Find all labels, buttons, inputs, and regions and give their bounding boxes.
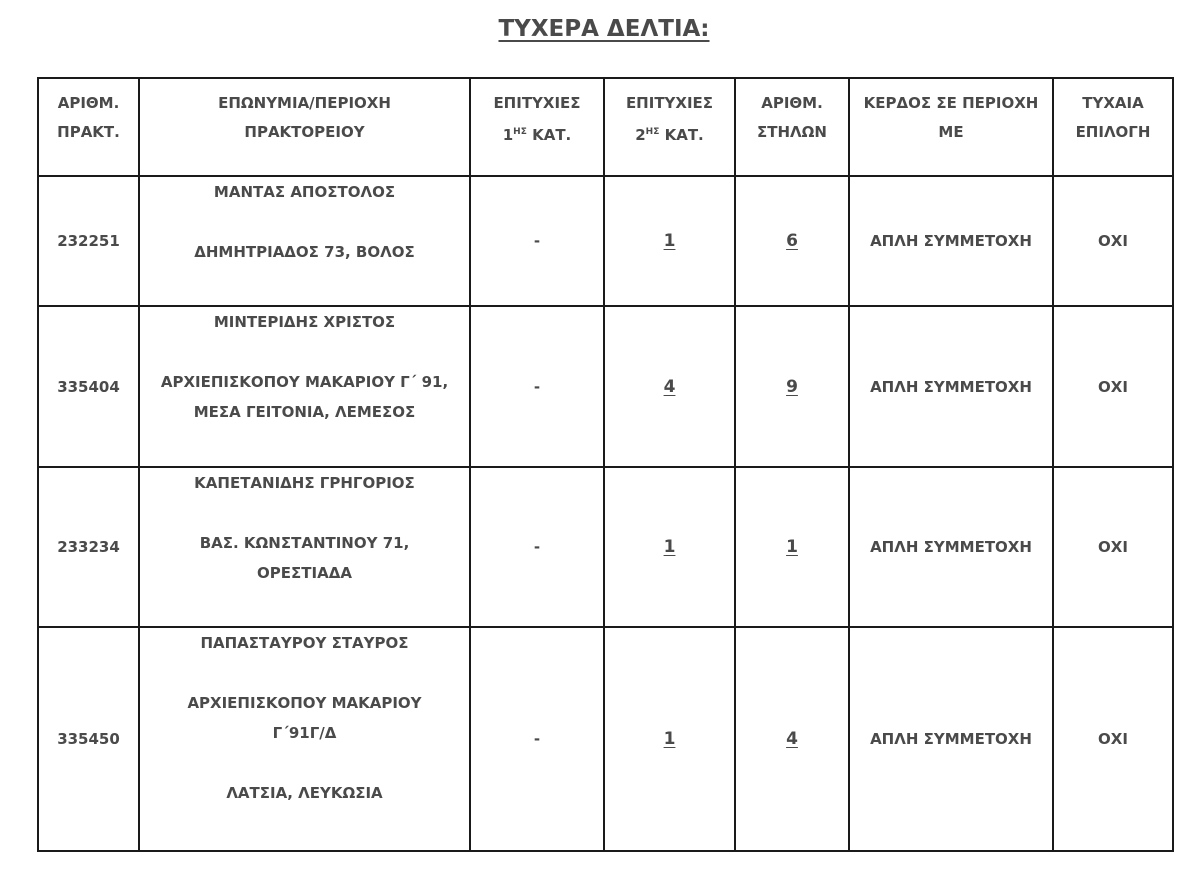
cat2-wins-link[interactable]: 1 bbox=[663, 537, 676, 557]
agency-cell bbox=[139, 306, 470, 467]
agent-code: 232251 bbox=[38, 176, 139, 306]
random-pick: ΟΧΙ bbox=[1053, 306, 1173, 467]
agent-code: 335404 bbox=[38, 306, 139, 467]
page-title: ΤΥΧΕΡΑ ΔΕΛΤΙΑ: bbox=[498, 16, 710, 42]
cat2-wins-link[interactable]: 4 bbox=[663, 376, 676, 397]
table-row bbox=[38, 467, 1173, 627]
win-area: ΑΠΛΗ ΣΥΜΜΕΤΟΧΗ bbox=[849, 467, 1053, 627]
cat2-wins[interactable] bbox=[604, 627, 735, 851]
agency-cell bbox=[139, 467, 470, 627]
cat1-wins: - bbox=[470, 627, 604, 851]
agency-cell bbox=[139, 176, 470, 306]
agency-name: ΜΑΝΤΑΣ ΑΠΟΣΤΟΛΟΣ bbox=[213, 183, 396, 201]
cat1-wins: - bbox=[470, 176, 604, 306]
columns-count-link[interactable]: 1 bbox=[786, 537, 798, 557]
cat2-wins[interactable] bbox=[604, 176, 735, 306]
agency-address: ΑΡΧΙΕΠΙΣΚΟΠΟΥ ΜΑΚΑΡΙΟΥ Γ΄ 91, ΜΕΣΑ ΓΕΙΤΟΝΙΑ, ΛΕΜΕΣΟΣ bbox=[160, 373, 449, 421]
agent-code: 233234 bbox=[38, 467, 139, 627]
columns-count[interactable] bbox=[735, 627, 849, 851]
header-random-pick: ΤΥΧΑΙΑ ΕΠΙΛΟΓΗ bbox=[1053, 78, 1173, 176]
agency-address: ΒΑΣ. ΚΩΝΣΤΑΝΤΙΝΟΥ 71, ΟΡΕΣΤΙΑΔΑ bbox=[199, 534, 410, 582]
cat2-wins[interactable] bbox=[604, 467, 735, 627]
columns-count-link[interactable]: 6 bbox=[786, 231, 798, 251]
agency-name: ΜΙΝΤΕΡΙΔΗΣ ΧΡΙΣΤΟΣ bbox=[213, 313, 396, 331]
cat2-wins-link[interactable]: 1 bbox=[663, 729, 676, 749]
header-cat1-wins: ΕΠΙΤΥΧΙΕΣ $1^{H\Sigma}$ ΚΑΤ. bbox=[470, 78, 604, 176]
random-pick: ΟΧΙ bbox=[1053, 627, 1173, 851]
table-row bbox=[38, 306, 1173, 467]
winning-tickets-table bbox=[37, 77, 1174, 852]
cat2-wins-link[interactable]: 1 bbox=[663, 231, 676, 251]
agency-name: ΠΑΠΑΣΤΑΥΡΟΥ ΣΤΑΥΡΟΣ bbox=[200, 634, 409, 652]
cat1-wins: - bbox=[470, 306, 604, 467]
header-cat2-wins: ΕΠΙΤΥΧΙΕΣ $2^{H\Sigma}$ ΚΑΤ. bbox=[604, 78, 735, 176]
cat2-wins[interactable] bbox=[604, 306, 735, 467]
columns-count-link[interactable]: 9 bbox=[786, 376, 798, 397]
header-agent-code: ΑΡΙΘΜ. ΠΡΑΚΤ. bbox=[38, 78, 139, 176]
columns-count[interactable] bbox=[735, 176, 849, 306]
agent-code: 335450 bbox=[38, 627, 139, 851]
random-pick: ΟΧΙ bbox=[1053, 176, 1173, 306]
header-agency: ΕΠΩΝΥΜΙΑ/ΠΕΡΙΟΧΗ ΠΡΑΚΤΟΡΕΙΟΥ bbox=[139, 78, 470, 176]
cat1-wins: - bbox=[470, 467, 604, 627]
agency-name: ΚΑΠΕΤΑΝΙΔΗΣ ΓΡΗΓΟΡΙΟΣ bbox=[194, 474, 415, 492]
win-area: ΑΠΛΗ ΣΥΜΜΕΤΟΧΗ bbox=[849, 176, 1053, 306]
table-row bbox=[38, 627, 1173, 851]
win-area: ΑΠΛΗ ΣΥΜΜΕΤΟΧΗ bbox=[849, 627, 1053, 851]
random-pick: ΟΧΙ bbox=[1053, 467, 1173, 627]
agency-cell bbox=[139, 627, 470, 851]
agency-address: ΔΗΜΗΤΡΙΑΔΟΣ 73, ΒΟΛΟΣ bbox=[194, 243, 415, 261]
table-row bbox=[38, 176, 1173, 306]
win-area: ΑΠΛΗ ΣΥΜΜΕΤΟΧΗ bbox=[849, 306, 1053, 467]
header-columns: ΑΡΙΘΜ. ΣΤΗΛΩΝ bbox=[735, 78, 849, 176]
header-row bbox=[38, 78, 1173, 176]
agency-address: ΑΡΧΙΕΠΙΣΚΟΠΟΥ ΜΑΚΑΡΙΟΥ Γ΄91Γ/Δ bbox=[187, 694, 422, 742]
columns-count-link[interactable]: 4 bbox=[786, 729, 798, 749]
columns-count[interactable] bbox=[735, 306, 849, 467]
header-win-area: ΚΕΡΔΟΣ ΣΕ ΠΕΡΙΟΧΗ ΜΕ bbox=[849, 78, 1053, 176]
columns-count[interactable] bbox=[735, 467, 849, 627]
agency-area: ΛΑΤΣΙΑ, ΛΕΥΚΩΣΙΑ bbox=[226, 784, 383, 802]
